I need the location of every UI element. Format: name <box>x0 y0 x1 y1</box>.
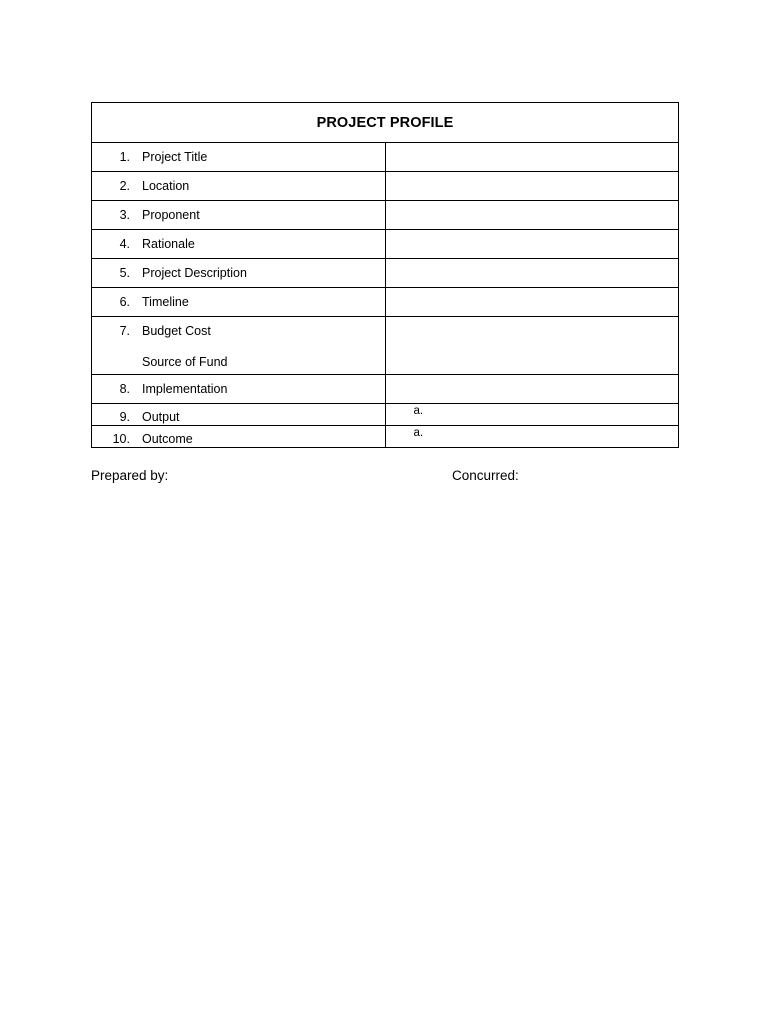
row-label-cell <box>92 317 386 375</box>
row-label: Budget Cost <box>142 324 211 338</box>
row-number: 6. <box>119 295 130 309</box>
prepared-by-label: Prepared by: <box>91 468 169 483</box>
row-number: 3. <box>119 208 130 222</box>
row-label: Rationale <box>142 237 195 251</box>
row-number: 4. <box>119 237 130 251</box>
outcome-field[interactable] <box>385 426 679 448</box>
row-label-cell <box>92 201 386 230</box>
table-row <box>92 143 679 172</box>
table-row <box>92 201 679 230</box>
row-label-cell <box>92 288 386 317</box>
row-label-cell <box>92 259 386 288</box>
table-row <box>92 317 679 375</box>
row-label: Project Title <box>142 150 208 164</box>
table-row <box>92 375 679 404</box>
table-row <box>92 230 679 259</box>
row-label-cell <box>92 404 386 426</box>
proponent-field[interactable] <box>385 201 679 230</box>
table-row <box>92 172 679 201</box>
table-row <box>92 259 679 288</box>
concurred-label: Concurred: <box>452 468 519 483</box>
row-number: 7. <box>119 324 130 338</box>
row-label-cell <box>92 426 386 448</box>
list-marker: a. <box>413 405 424 417</box>
row-label: Location <box>142 179 190 193</box>
row-number: 1. <box>119 150 130 164</box>
row-label-cell <box>92 143 386 172</box>
table-row <box>92 426 679 448</box>
row-number: 8. <box>119 382 130 396</box>
row-label-cell <box>92 172 386 201</box>
row-number: 10. <box>112 432 130 446</box>
row-sublabel: Source of Fund <box>142 355 228 369</box>
implementation-field[interactable] <box>385 375 679 404</box>
location-field[interactable] <box>385 172 679 201</box>
row-number: 9. <box>119 410 130 424</box>
table-row <box>92 404 679 426</box>
row-label: Proponent <box>142 208 200 222</box>
output-field[interactable] <box>385 404 679 426</box>
row-label: Timeline <box>142 295 189 309</box>
row-label-cell <box>92 375 386 404</box>
row-number: 5. <box>119 266 130 280</box>
table-title: PROJECT PROFILE <box>92 103 679 143</box>
list-marker: a. <box>413 427 424 439</box>
row-label: Outcome <box>142 432 193 446</box>
project-profile-table <box>91 102 679 448</box>
row-label: Project Description <box>142 266 247 280</box>
table-row <box>92 288 679 317</box>
timeline-field[interactable] <box>385 288 679 317</box>
project-title-field[interactable] <box>385 143 679 172</box>
row-label: Output <box>142 410 180 424</box>
budget-cost-field[interactable] <box>385 317 679 375</box>
project-description-field[interactable] <box>385 259 679 288</box>
row-number: 2. <box>119 179 130 193</box>
row-label-cell <box>92 230 386 259</box>
rationale-field[interactable] <box>385 230 679 259</box>
row-label: Implementation <box>142 382 228 396</box>
